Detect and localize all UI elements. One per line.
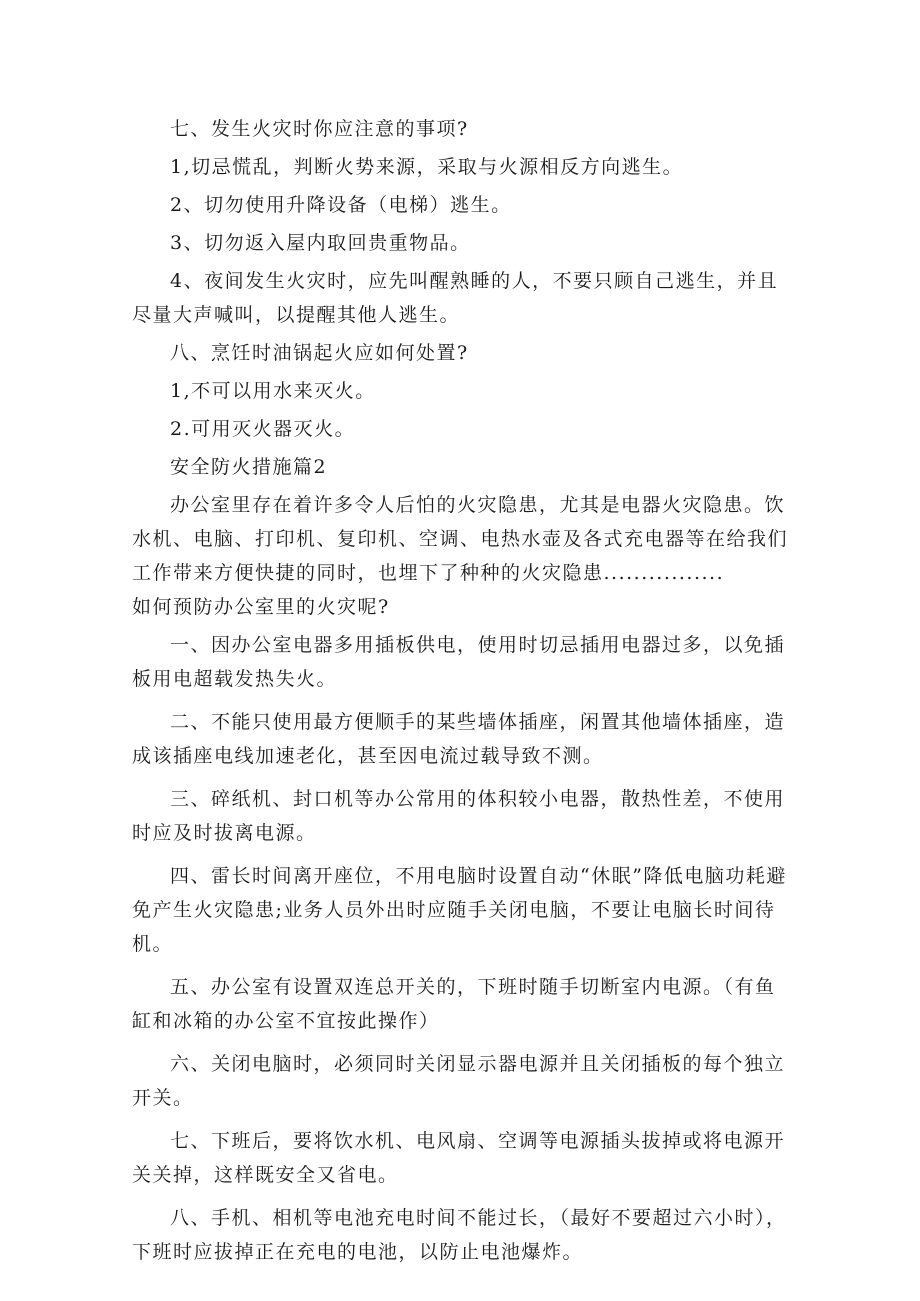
section-heading-7: 七、发生火灾时你应注意的事项?	[170, 118, 469, 140]
intro-paragraph: 办公室里存在着许多令人后怕的火灾隐患，尤其是电器火灾隐患。饮水机、电脑、打印机、复印机、空调、电热水壶及各式充电器等在给我们工作带来方便快捷的同时，也埋下了种种的火灾隐患................	[132, 494, 789, 584]
list-item: 八、手机、相机等电池充电时间不能过长，（最好不要超过六小时），下班时应拔掉正在充电的电池，以防止电池爆炸。	[132, 1207, 787, 1263]
section-heading-8: 八、烹饪时油锅起火应如何处置?	[170, 342, 469, 364]
list-item: 2、切勿使用升降设备（电梯）逃生。	[170, 194, 512, 216]
question-heading: 如何预防办公室里的火灾呢?	[132, 596, 390, 618]
list-item: 1,切忌慌乱，判断火势来源，采取与火源相反方向逃生。	[170, 156, 684, 178]
list-item: 二、不能只使用最方便顺手的某些墙体插座，闲置其他墙体插座，造成该插座电线加速老化，甚至因电流过载导致不测。	[132, 711, 786, 767]
list-item: 2.可用灭火器灭火。	[170, 418, 356, 440]
list-item: 1,不可以用水来灭火。	[170, 380, 376, 402]
list-item: 三、碎纸机、封口机等办公常用的体积较小电器，散热性差，不使用时应及时拔离电源。	[132, 788, 786, 844]
document-body	[132, 112, 792, 1269]
article-title: 安全防火措施篇2	[170, 456, 328, 478]
list-item: 六、关闭电脑时，必须同时关闭显示器电源并且关闭插板的每个独立开关。	[132, 1053, 786, 1109]
list-item: 五、办公室有设置双连总开关的，下班时随手切断室内电源。（有鱼缸和冰箱的办公室不宜按此操作）	[132, 976, 776, 1032]
list-item: 一、因办公室电器多用插板供电，使用时切忌插用电器过多，以免插板用电超载发热失火。	[132, 634, 786, 690]
list-item: 4、夜间发生火灾时，应先叫醒熟睡的人，不要只顾自己逃生，并且尽量大声喊叫，以提醒其他人逃生。	[132, 270, 779, 326]
list-item: 七、下班后，要将饮水机、电风扇、空调等电源插头拔掉或将电源开关关掉，这样既安全又省电。	[132, 1130, 786, 1186]
list-item: 3、切勿返入屋内取回贵重物品。	[170, 232, 471, 254]
list-item: 四、雷长时间离开座位，不用电脑时设置自动“休眠”降低电脑功耗避免产生火灾隐患;业务人员外出时应随手关闭电脑，不要让电脑长时间待机。	[132, 865, 787, 955]
